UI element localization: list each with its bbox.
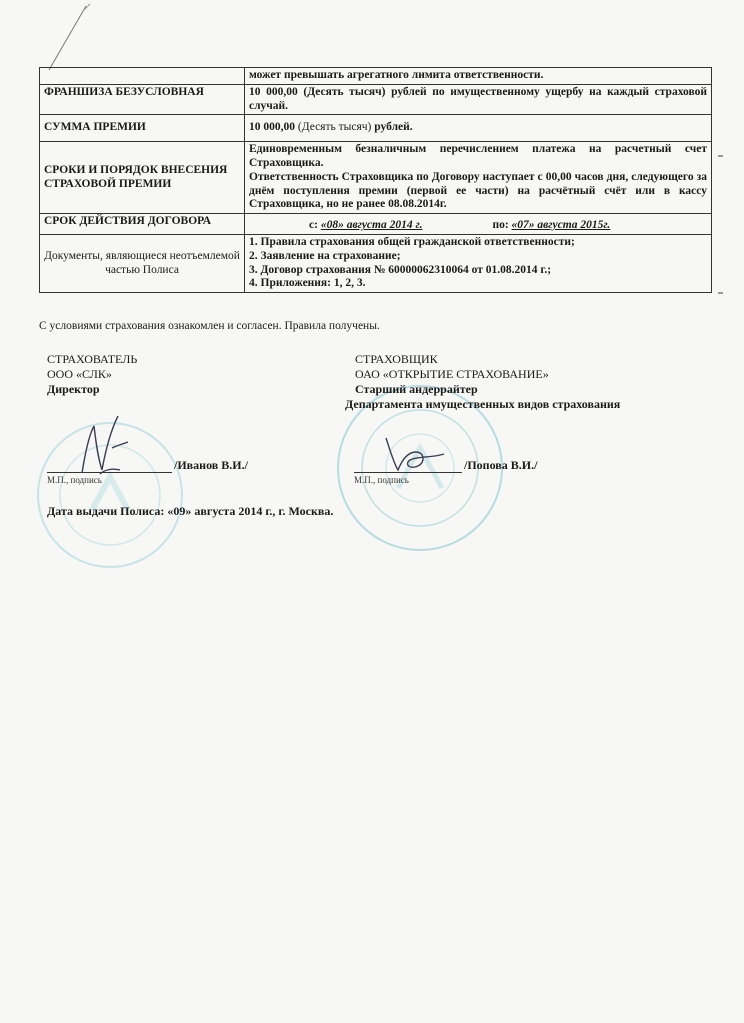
insurer-position: Старший андеррайтер [355, 382, 478, 396]
date-to-value: «07» августа 2015г. [511, 219, 611, 232]
insured-title: СТРАХОВАТЕЛЬ [47, 352, 138, 366]
date-from [309, 219, 422, 233]
row-value [245, 142, 712, 214]
row-value: 10 000,00 (Десять тысяч) рублей по имущественному ущербу на каждый страховой случай. [245, 84, 712, 115]
issue-date-line: Дата выдачи Полиса: «09» августа 2014 г., г. Москва. [47, 504, 334, 518]
premium-amount: 10 000,00 [249, 121, 298, 134]
insured-block [47, 352, 137, 397]
doc-item: 1. Правила страхования общей гражданской ответственности; [249, 235, 575, 248]
table-row [40, 234, 712, 292]
insurer-block [345, 352, 621, 412]
insured-position: Директор [47, 382, 100, 396]
date-from-value: «08» августа 2014 г. [320, 219, 423, 232]
insured-signature-line [47, 458, 248, 473]
row-value [245, 115, 712, 142]
row-label: ФРАНШИЗА БЕЗУСЛОВНАЯ [40, 84, 245, 115]
row-label: СРОКИ И ПОРЯДОК ВНЕСЕНИЯ СТРАХОВОЙ ПРЕМИИ [40, 142, 245, 214]
insurer-mp-label: М.П., подпись [354, 475, 409, 485]
payment-method: Единовременным безналичным перечислением платежа на расчетный счет Страховщика. [249, 143, 707, 169]
policy-table [39, 67, 712, 293]
doc-item: 3. Договор страхования № 60000062310064 от 01.08.2014 г.; [249, 263, 552, 276]
doc-item: 4. Приложения: 1, 2, 3. [249, 277, 366, 290]
scan-artifact [44, 2, 104, 72]
date-from-prefix: с: [309, 219, 321, 232]
row-label [40, 68, 245, 85]
insurer-title: СТРАХОВЩИК [355, 352, 438, 366]
row-label: СУММА ПРЕМИИ [40, 115, 245, 142]
date-to [492, 219, 610, 233]
row-value: может превышать агрегатного лимита ответственности. [245, 68, 712, 85]
doc-item: 2. Заявление на страхование; [249, 249, 401, 262]
scan-edge-mark [718, 292, 723, 294]
premium-currency: рублей. [371, 121, 413, 134]
insured-mp-label: М.П., подпись [47, 475, 102, 485]
acknowledgement: С условиями страхования ознакомлен и согласен. Правила получены. [39, 320, 380, 332]
company-stamp-left [30, 415, 190, 575]
insurer-signatory: /Попова В.И./ [464, 458, 538, 472]
table-row [40, 84, 712, 115]
insurer-company: ОАО «ОТКРЫТИЕ СТРАХОВАНИЕ» [355, 367, 549, 381]
table-row [40, 214, 712, 235]
row-value [245, 214, 712, 235]
scan-edge-mark [718, 155, 723, 157]
table-row [40, 142, 712, 214]
table-row [40, 68, 712, 85]
insured-company: ООО «СЛК» [47, 367, 112, 381]
insurer-signature-line [354, 458, 537, 473]
date-to-prefix: по: [492, 219, 512, 232]
row-label: СРОК ДЕЙСТВИЯ ДОГОВОРА [40, 214, 245, 235]
premium-words: (Десять тысяч) [297, 121, 372, 134]
insurer-department: Департамента имущественных видов страхования [345, 397, 621, 411]
liability-start: Ответственность Страховщика по Договору наступает с 00,00 часов дня, следующего за днём поступления премии (первой ее части) на расчётный счёт или в кассу Страховщика, но не ранее 08.08.2014г. [249, 170, 707, 211]
table-row [40, 115, 712, 142]
row-label: Документы, являющиеся неотъемлемой частью Полиса [40, 234, 245, 292]
insured-signatory: /Иванов В.И./ [174, 458, 248, 472]
row-value [245, 234, 712, 292]
